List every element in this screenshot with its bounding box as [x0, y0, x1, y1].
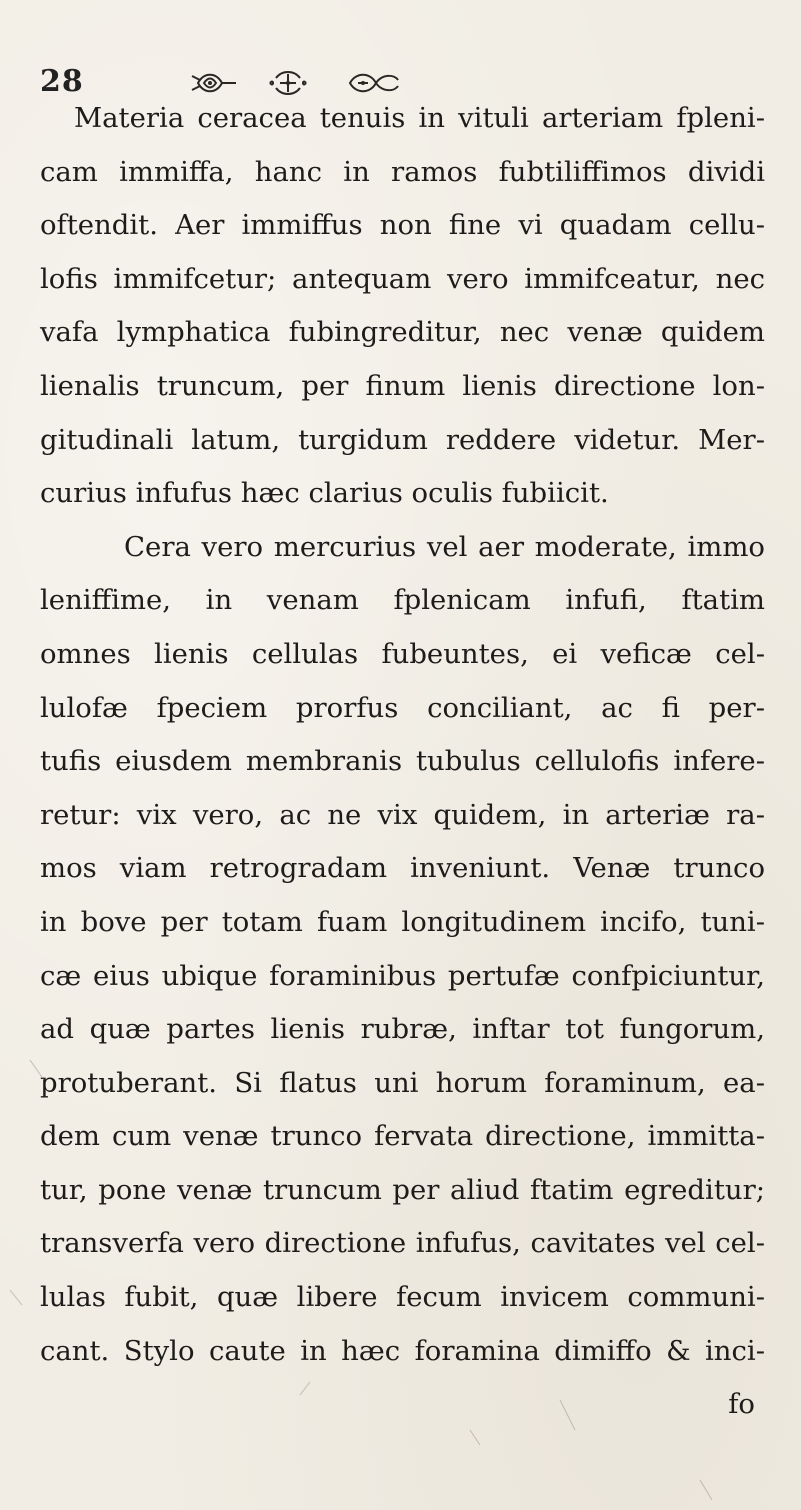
text-line: vafa lymphatica fubingreditur, nec venæ quidem: [40, 316, 765, 349]
text-line: ad quæ partes lienis rubræ, inftar tot fungorum,: [40, 1013, 765, 1046]
text-line: Materia ceracea tenuis in vituli arteriam fpleni-: [74, 102, 765, 134]
text-line: curius infufus hæc clarius oculis fubiicit.: [40, 477, 609, 510]
text-line: tufis eiusdem membranis tubulus cellulofis infere-: [40, 745, 765, 778]
text-line: mos viam retrogradam inveniunt. Venæ trunco: [40, 852, 765, 885]
text-line: lienalis truncum, per finum lienis directione lon-: [40, 369, 765, 402]
text-line: cæ eius ubique foraminibus pertufæ confpiciuntur,: [40, 959, 765, 992]
text-line: lulas fubit, quæ libere fecum invicem communi-: [40, 1281, 765, 1314]
text-line: tur, pone venæ truncum per aliud ftatim egreditur;: [40, 1173, 765, 1206]
text-line: lofis immifcetur; antequam vero immifceatur, nec: [40, 262, 765, 295]
text-line: oftendit. Aer immiffus non fine vi quadam cellu-: [40, 209, 765, 242]
text-line: leniffime, in venam fplenicam infufi, ftatim: [40, 584, 765, 617]
text-line: Cera vero mercurius vel aer moderate, immo: [124, 530, 765, 563]
text-line: retur: vix vero, ac ne vix quidem, in arteriæ ra-: [40, 798, 765, 831]
text-line: in bove per totam fuam longitudinem incifo, tuni-: [40, 905, 765, 938]
text-line: protuberant. Si flatus uni horum foraminum, ea-: [40, 1066, 765, 1099]
text-line: gitudinali latum, turgidum reddere videtur. Mer-: [40, 423, 765, 456]
body-text: [40, 92, 765, 1432]
page-number: 28: [40, 64, 84, 99]
catchword: fo: [728, 1388, 755, 1421]
text-line: transverfa vero directione infufus, cavitates vel cel-: [40, 1227, 765, 1260]
text-line: lulofæ fpeciem prorfus conciliant, ac fi per-: [40, 691, 765, 724]
text-line: dem cum venæ trunco fervata directione, immitta-: [40, 1120, 765, 1153]
text-line: cam immiffa, hanc in ramos fubtiliffimos dividi: [40, 155, 765, 188]
text-line: cant. Stylo caute in hæc foramina dimiffo & inci-: [40, 1334, 765, 1367]
text-line: omnes lienis cellulas fubeuntes, ei veficæ cel-: [40, 637, 765, 670]
